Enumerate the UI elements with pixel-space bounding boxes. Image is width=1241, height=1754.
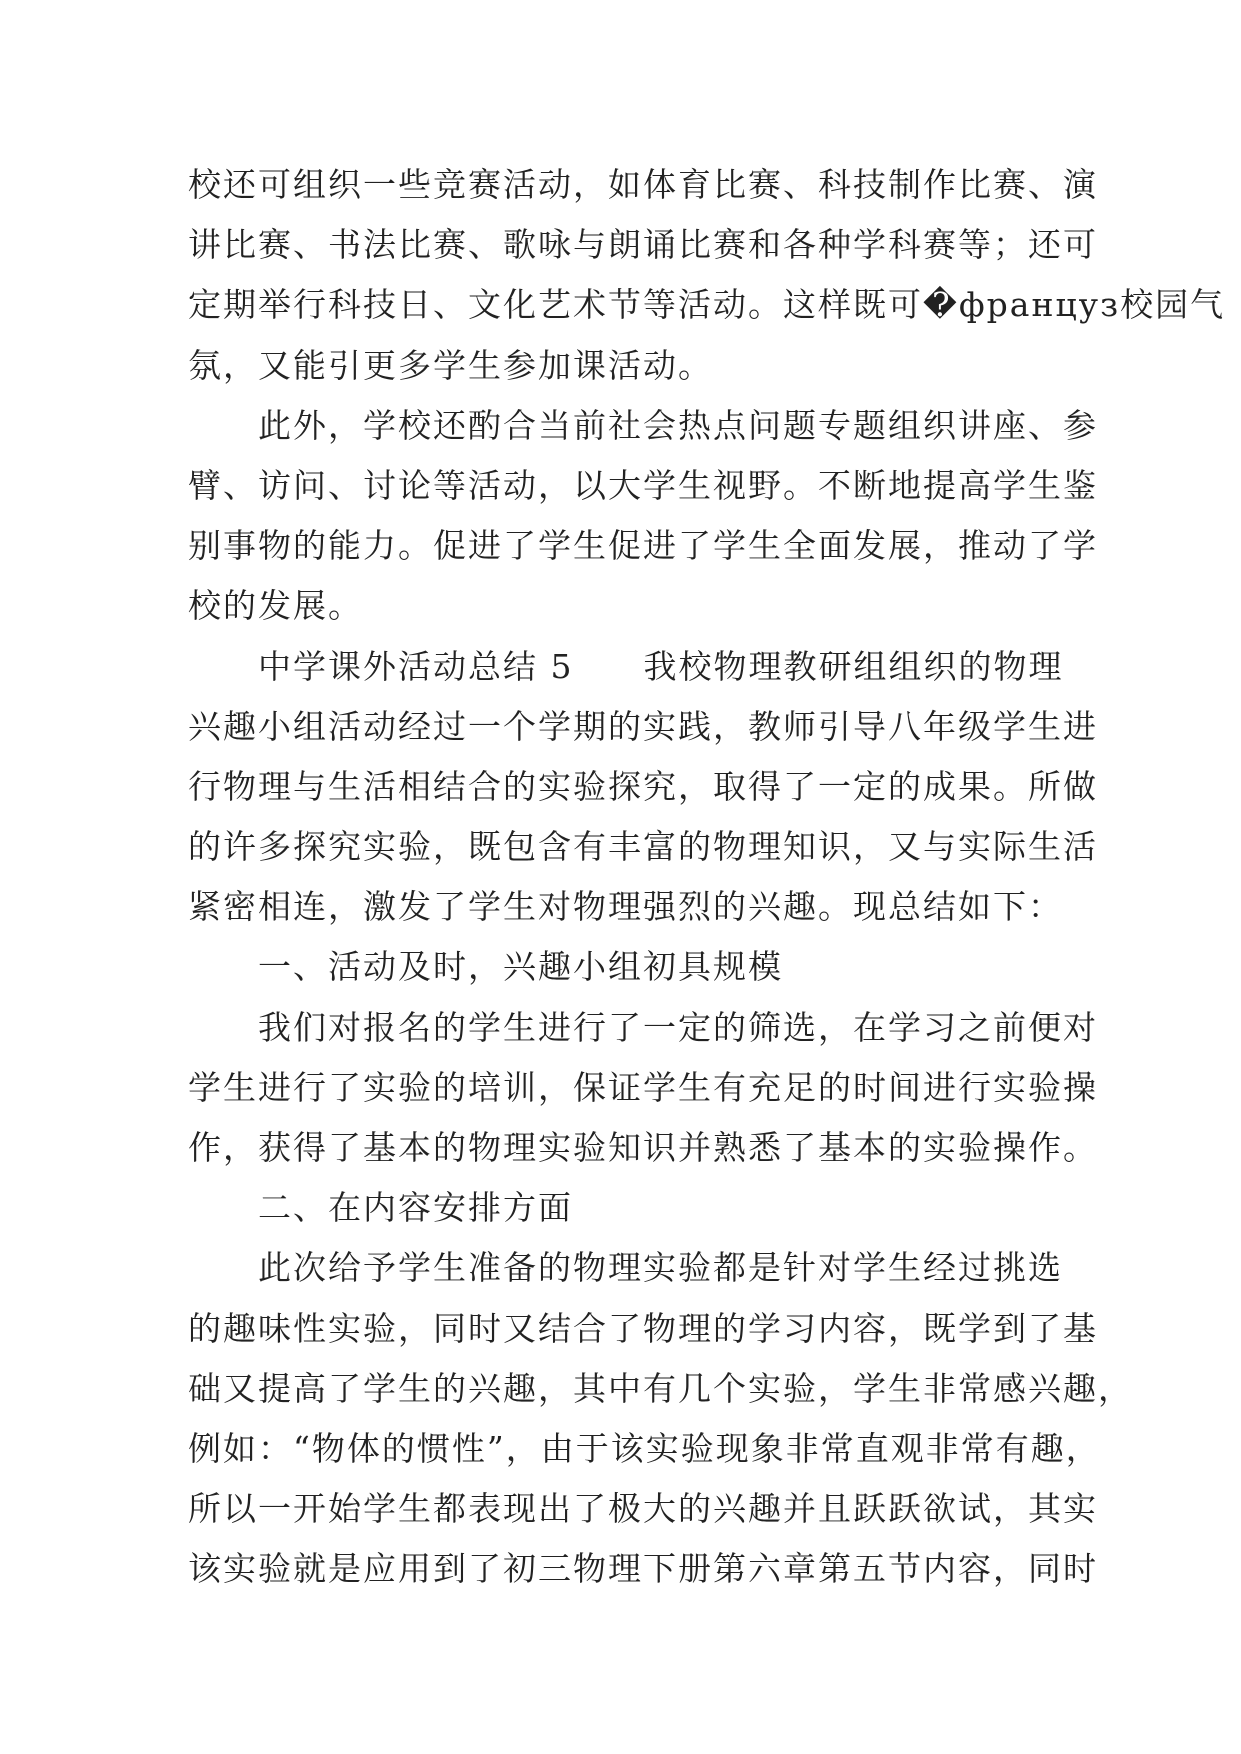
text-line: 定期举行科技日、文化艺术节等活动。这样既可�француз校园气 <box>188 285 1226 325</box>
text-line: 例如：“物体的惯性”，由于该实验现象非常直观非常有趣， <box>188 1428 1101 1468</box>
text-line: 此外，学校还酌合当前社会热点问题专题组织讲座、参 <box>188 405 1098 445</box>
text-line: 作，获得了基本的物理实验知识并熟悉了基本的实验操作。 <box>188 1128 1098 1167</box>
subheading-line: 二、在内容安排方面 <box>188 1188 573 1228</box>
text-line: 氛，又能引更多学生参加课活动。 <box>188 345 713 385</box>
text-line: 讲比赛、书法比赛、歌咏与朗诵比赛和各种学科赛等；还可 <box>188 225 1098 265</box>
text-line: 础又提高了学生的兴趣，其中有几个实验，学生非常感兴趣， <box>188 1368 1133 1408</box>
text-line: 学生进行了实验的培训，保证学生有充足的时间进行实验操 <box>188 1067 1098 1107</box>
text-line: 别事物的能力。促进了学生促进了学生全面发展，推动了学 <box>188 526 1098 566</box>
text-line: 臂、访问、讨论等活动，以大学生视野。不断地提高学生鉴 <box>188 465 1098 505</box>
text-line: 紧密相连，激发了学生对物理强烈的兴趣。现总结如下： <box>188 887 1063 927</box>
text-line: 的许多探究实验，既包含有丰富的物理知识，又与实际生活 <box>188 827 1098 867</box>
body-text <box>188 155 1226 1600</box>
text-line: 该实验就是应用到了初三物理下册第六章第五节内容，同时 <box>188 1549 1098 1589</box>
text-line: 行物理与生活相结合的实验探究，取得了一定的成果。所做 <box>188 766 1098 806</box>
text-line: 校的发展。 <box>188 586 363 626</box>
text-line: 校还可组织一些竞赛活动，如体育比赛、科技制作比赛、演 <box>188 165 1098 204</box>
section-heading-line: 中学课外活动总结 5 我校物理教研组组织的物理 <box>188 646 1064 686</box>
text-line: 兴趣小组活动经过一个学期的实践，教师引导八年级学生进 <box>188 706 1098 746</box>
text-line: 所以一开始学生都表现出了极大的兴趣并且跃跃欲试，其实 <box>188 1489 1098 1529</box>
text-line: 我们对报名的学生进行了一定的筛选，在学习之前便对 <box>188 1007 1098 1047</box>
text-line: 此次给予学生准备的物理实验都是针对学生经过挑选 <box>188 1248 1063 1288</box>
subheading-line: 一、活动及时，兴趣小组初具规模 <box>188 947 783 987</box>
text-line: 的趣味性实验，同时又结合了物理的学习内容，既学到了基 <box>188 1308 1098 1348</box>
